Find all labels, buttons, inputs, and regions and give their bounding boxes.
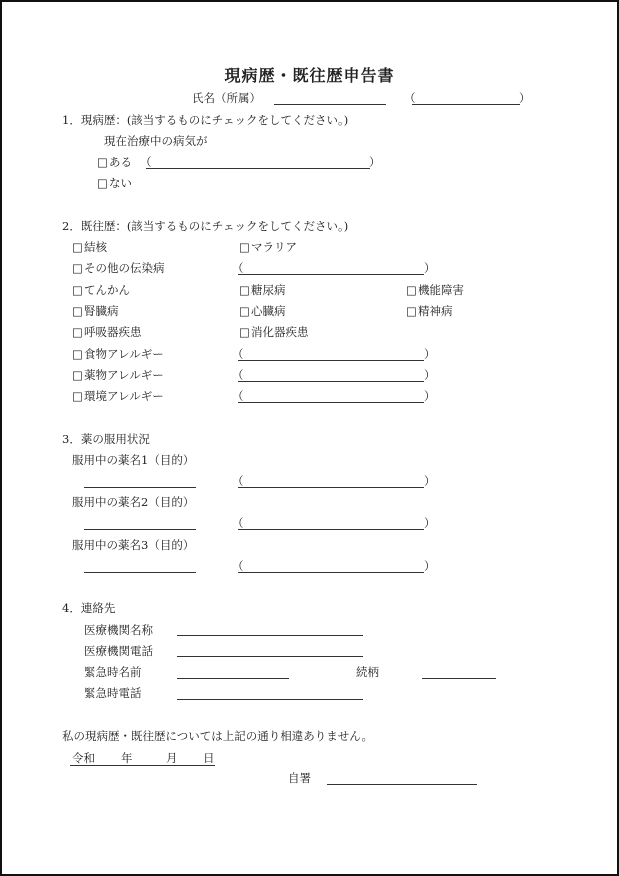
option-no-label: ない bbox=[109, 176, 132, 190]
item-kidney: 腎臓病 bbox=[84, 304, 119, 318]
med3-name-field[interactable] bbox=[84, 572, 196, 573]
med2-name-field[interactable] bbox=[84, 529, 196, 530]
item-food-allergy: 食物アレルギー bbox=[84, 347, 164, 361]
emergency-name-label: 緊急時名前 bbox=[84, 665, 142, 679]
item-other-infection: その他の伝染病 bbox=[84, 261, 165, 275]
checkbox-malaria[interactable]: □ bbox=[239, 240, 250, 254]
checkbox-digestive[interactable]: □ bbox=[239, 325, 250, 339]
relationship-field[interactable] bbox=[422, 678, 496, 679]
checkbox-yes[interactable]: □ bbox=[97, 155, 108, 169]
date-era: 令和 bbox=[72, 751, 95, 765]
hospital-phone-label: 医療機関電話 bbox=[84, 644, 153, 658]
page-title: 現病歴・既往歴申告書 bbox=[224, 66, 395, 85]
date-field[interactable] bbox=[70, 765, 215, 766]
drug-allergy-open-paren: （ bbox=[232, 368, 244, 382]
section2-heading: 2．既往歴：(該当するものにチェックをしてください。) bbox=[62, 219, 349, 233]
env-allergy-close-paren: ） bbox=[424, 389, 436, 403]
affiliation-open-paren: （ bbox=[404, 91, 416, 105]
declaration-text: 私の現病歴・既往歴については上記の通り相違ありません。 bbox=[62, 729, 373, 743]
current-illness-open-paren: （ bbox=[140, 155, 152, 169]
checkbox-food-allergy[interactable]: □ bbox=[72, 347, 83, 361]
med1-name-field[interactable] bbox=[84, 487, 196, 488]
section3-heading: 3．薬の服用状況 bbox=[62, 432, 150, 446]
item-heart: 心臓病 bbox=[251, 304, 286, 318]
med2-label: 服用中の薬名2（目的） bbox=[72, 495, 195, 509]
affiliation-close-paren: ） bbox=[519, 91, 531, 105]
med3-close-paren: ） bbox=[424, 559, 436, 573]
checkbox-heart[interactable]: □ bbox=[239, 304, 250, 318]
checkbox-respiratory[interactable]: □ bbox=[72, 325, 83, 339]
checkbox-dysfunction[interactable]: □ bbox=[406, 283, 417, 297]
med1-close-paren: ） bbox=[424, 474, 436, 488]
food-allergy-field[interactable] bbox=[238, 360, 424, 361]
other-infection-field[interactable] bbox=[238, 274, 424, 275]
date-day-label: 日 bbox=[203, 751, 215, 765]
emergency-phone-label: 緊急時電話 bbox=[84, 686, 142, 700]
checkbox-tuberculosis[interactable]: □ bbox=[72, 240, 83, 254]
item-mental: 精神病 bbox=[418, 304, 453, 318]
food-allergy-close-paren: ） bbox=[424, 347, 436, 361]
env-allergy-open-paren: （ bbox=[232, 389, 244, 403]
item-diabetes: 糖尿病 bbox=[251, 283, 286, 297]
other-infection-close-paren: ） bbox=[424, 261, 436, 275]
relationship-label: 続柄 bbox=[356, 665, 379, 679]
checkbox-kidney[interactable]: □ bbox=[72, 304, 83, 318]
med2-open-paren: （ bbox=[232, 516, 244, 530]
item-epilepsy: てんかん bbox=[84, 283, 130, 297]
env-allergy-field[interactable] bbox=[238, 402, 424, 403]
affiliation-field[interactable] bbox=[412, 104, 520, 105]
current-illness-close-paren: ） bbox=[369, 155, 381, 169]
med1-purpose-field[interactable] bbox=[238, 487, 424, 488]
name-field[interactable] bbox=[274, 104, 386, 105]
item-respiratory: 呼吸器疾患 bbox=[84, 325, 142, 339]
item-tuberculosis: 結核 bbox=[84, 240, 107, 254]
hospital-phone-field[interactable] bbox=[177, 656, 363, 657]
item-dysfunction: 機能障害 bbox=[418, 283, 464, 297]
signature-label: 自署 bbox=[288, 771, 311, 785]
section4-heading: 4．連絡先 bbox=[62, 601, 116, 615]
med2-purpose-field[interactable] bbox=[238, 529, 424, 530]
date-month-label: 月 bbox=[166, 751, 178, 765]
med3-purpose-field[interactable] bbox=[238, 572, 424, 573]
signature-field[interactable] bbox=[327, 784, 477, 785]
med1-label: 服用中の薬名1（目的） bbox=[72, 453, 195, 467]
hospital-name-field[interactable] bbox=[177, 635, 363, 636]
checkbox-no[interactable]: □ bbox=[97, 176, 108, 190]
emergency-name-field[interactable] bbox=[177, 678, 289, 679]
checkbox-env-allergy[interactable]: □ bbox=[72, 389, 83, 403]
option-yes-label: ある bbox=[109, 155, 132, 169]
item-drug-allergy: 薬物アレルギー bbox=[84, 368, 164, 382]
checkbox-mental[interactable]: □ bbox=[406, 304, 417, 318]
item-env-allergy: 環境アレルギー bbox=[84, 389, 164, 403]
med3-label: 服用中の薬名3（目的） bbox=[72, 538, 195, 552]
name-label: 氏名（所属） bbox=[192, 91, 261, 105]
date-year-label: 年 bbox=[121, 751, 133, 765]
drug-allergy-field[interactable] bbox=[238, 381, 424, 382]
other-infection-open-paren: （ bbox=[232, 261, 244, 275]
item-digestive: 消化器疾患 bbox=[251, 325, 309, 339]
checkbox-epilepsy[interactable]: □ bbox=[72, 283, 83, 297]
food-allergy-open-paren: （ bbox=[232, 347, 244, 361]
med1-open-paren: （ bbox=[232, 474, 244, 488]
current-illness-field[interactable] bbox=[146, 168, 370, 169]
checkbox-drug-allergy[interactable]: □ bbox=[72, 368, 83, 382]
med3-open-paren: （ bbox=[232, 559, 244, 573]
section1-question: 現在治療中の病気が bbox=[104, 134, 208, 148]
med2-close-paren: ） bbox=[424, 516, 436, 530]
section1-heading: 1．現病歴：(該当するものにチェックをしてください。) bbox=[62, 113, 349, 127]
item-malaria: マラリア bbox=[251, 240, 297, 254]
checkbox-diabetes[interactable]: □ bbox=[239, 283, 250, 297]
hospital-name-label: 医療機関名称 bbox=[84, 623, 153, 637]
checkbox-other-infection[interactable]: □ bbox=[72, 261, 83, 275]
emergency-phone-field[interactable] bbox=[177, 699, 363, 700]
drug-allergy-close-paren: ） bbox=[424, 368, 436, 382]
